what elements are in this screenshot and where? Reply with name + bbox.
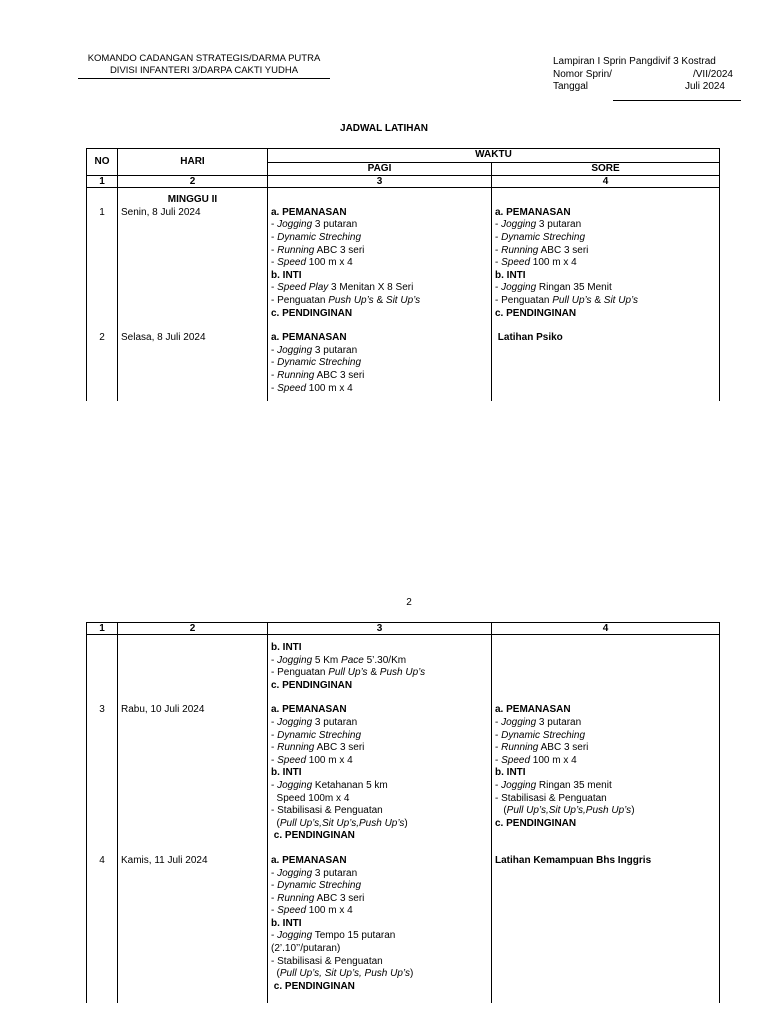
pagi-line: - Speed Play 3 Menitan X 8 Seri [271,282,414,294]
col-number-1: 1 [87,176,118,188]
sore-line: - Jogging 3 putaran [495,219,582,231]
pagi-line: - Stabilisasi & Penguatan [271,805,383,817]
sore-line: b. INTI [495,269,526,281]
day-text: Selasa, 8 Juli 2024 [121,332,206,344]
ref-date-label: Tanggal [553,81,589,92]
row-number-text: 3 [99,704,105,716]
table-row [87,188,720,332]
row-day [118,188,268,332]
pagi-cell [268,704,492,855]
pagi-line: - Dynamic Streching [271,357,362,369]
pagi-line: a. PEMANASAN [271,854,347,866]
row-number [87,635,118,705]
col-number-3: 3 [268,623,492,635]
pagi-cell [268,332,492,401]
pagi-line: - Dynamic Streching [271,231,362,243]
week-label: MINGGU II [167,194,218,206]
pagi-line: Speed 100m x 4 [271,792,350,804]
reference-block [553,56,739,94]
pagi-line: - Speed 100 m x 4 [271,754,353,766]
col-number-4: 4 [492,623,720,635]
pagi-cell [268,855,492,1004]
pagi-line: - Jogging 3 putaran [271,716,358,728]
day-text: Kamis, 11 Juli 2024 [121,854,208,866]
ref-underline [613,100,741,101]
row-number [87,855,118,1004]
org-line-1: KOMANDO CADANGAN STRATEGIS/DARMA PUTRA [87,53,321,64]
pagi-line: - Speed 100 m x 4 [271,382,353,394]
sore-line: a. PEMANASAN [495,206,571,218]
pagi-line: b. INTI [271,269,302,281]
page-number: 2 [406,597,412,608]
row-number-text: 4 [99,854,105,866]
pagi-line: (2’.10’’/putaran) [271,943,341,955]
sore-line: - Running ABC 3 seri [495,742,589,754]
col-number-4: 4 [492,176,720,188]
schedule-table-page-2 [86,622,720,1003]
pagi-line: a. PEMANASAN [271,206,347,218]
sore-line: a. PEMANASAN [495,704,571,716]
header-sore: SORE [492,162,720,176]
row-number [87,704,118,855]
pagi-line: - Running ABC 3 seri [271,892,365,904]
row-day [118,635,268,705]
pagi-cell [268,188,492,332]
pagi-line: - Running ABC 3 seri [271,369,365,381]
table-row [87,704,720,855]
day-text: Rabu, 10 Juli 2024 [121,704,205,716]
ref-number-value: /VII/2024 [692,68,733,80]
pagi-line: - Jogging Ketahanan 5 km [271,779,388,791]
col-number-2: 2 [118,623,268,635]
pagi-line: c. PENDINGINAN [271,679,353,691]
pagi-line: - Running ABC 3 seri [271,742,365,754]
pagi-line: b. INTI [271,642,302,653]
pagi-line: - Running ABC 3 seri [271,244,365,256]
row-number [87,332,118,401]
row-number-text: 1 [99,206,105,218]
pagi-line: - Penguatan Push Up’s & Sit Up’s [271,294,421,306]
table-row [87,635,720,705]
sore-line: - Jogging 3 putaran [495,716,582,728]
row-number [87,188,118,332]
sore-line: - Jogging Ringan 35 menit [495,779,612,791]
schedule-table-page-1 [86,148,720,401]
sore-cell [492,704,720,855]
row-day [118,855,268,1004]
sore-line: - Penguatan Pull Up’s & Sit Up’s [495,294,639,306]
sore-line: b. INTI [495,767,526,779]
organization-header [78,53,330,79]
sore-line: Latihan Psiko [495,332,563,344]
header-waktu: WAKTU [268,149,720,163]
pagi-line: - Speed 100 m x 4 [271,905,353,917]
pagi-line: - Speed 100 m x 4 [271,257,353,269]
day-text: Senin, 8 Juli 2024 [121,206,201,218]
sore-line: (Pull Up’s,Sit Up’s,Push Up’s) [495,805,635,817]
pagi-line: - Dynamic Streching [271,880,362,892]
col-number-3: 3 [268,176,492,188]
pagi-line: - Jogging 3 putaran [271,219,358,231]
row-number-text: 2 [99,332,105,344]
header-pagi: PAGI [268,162,492,176]
pagi-line: a. PEMANASAN [271,332,347,344]
document-title: JADWAL LATIHAN [340,123,428,134]
sore-cell [492,332,720,401]
pagi-line: c. PENDINGINAN [271,307,353,319]
sore-line: - Dynamic Streching [495,231,586,243]
pagi-line: a. PEMANASAN [271,704,347,716]
pagi-cell [268,635,492,705]
ref-date-value: Juli 2024 [684,81,725,92]
sore-line: - Speed 100 m x 4 [495,754,577,766]
pagi-line: - Dynamic Streching [271,729,362,741]
table-row [87,855,720,1004]
sore-line: - Jogging Ringan 35 Menit [495,282,612,294]
col-number-1: 1 [87,623,118,635]
col-number-2: 2 [118,176,268,188]
pagi-line: - Jogging 5 Km Pace 5’.30/Km [271,654,407,666]
pagi-line: c. PENDINGINAN [271,980,355,992]
sore-line: - Stabilisasi & Penguatan [495,792,607,804]
header-hari: HARI [118,149,268,176]
sore-cell [492,188,720,332]
pagi-line: (Pull Up’s,Sit Up’s,Push Up’s) [271,817,408,829]
ref-number-label: Nomor Sprin/ [553,68,612,80]
pagi-line: b. INTI [271,917,302,929]
org-line-2: DIVISI INFANTERI 3/DARPA CAKTI YUDHA [78,65,330,79]
pagi-line: c. PENDINGINAN [271,830,355,842]
pagi-line: - Stabilisasi & Penguatan [271,955,383,967]
sore-line: - Dynamic Streching [495,729,586,741]
sore-line: Latihan Kemampuan Bhs Inggris [495,854,652,866]
pagi-line: (Pull Up’s, Sit Up’s, Push Up’s) [271,968,414,980]
sore-line: c. PENDINGINAN [495,307,577,319]
pagi-line: - Jogging 3 putaran [271,867,358,879]
sore-line: - Running ABC 3 seri [495,244,589,256]
table-row [87,332,720,401]
sore-line: - Speed 100 m x 4 [495,257,577,269]
ref-line-1: Lampiran I Sprin Pangdivif 3 Kostrad [553,56,716,67]
sore-cell [492,635,720,705]
row-day [118,704,268,855]
sore-line: c. PENDINGINAN [495,817,577,829]
pagi-line: - Jogging Tempo 15 putaran [271,930,396,942]
pagi-line: - Penguatan Pull Up’s & Push Up’s [271,667,426,679]
sore-cell [492,855,720,1004]
header-no: NO [87,149,118,176]
pagi-line: - Jogging 3 putaran [271,344,358,356]
row-day [118,332,268,401]
pagi-line: b. INTI [271,767,302,779]
